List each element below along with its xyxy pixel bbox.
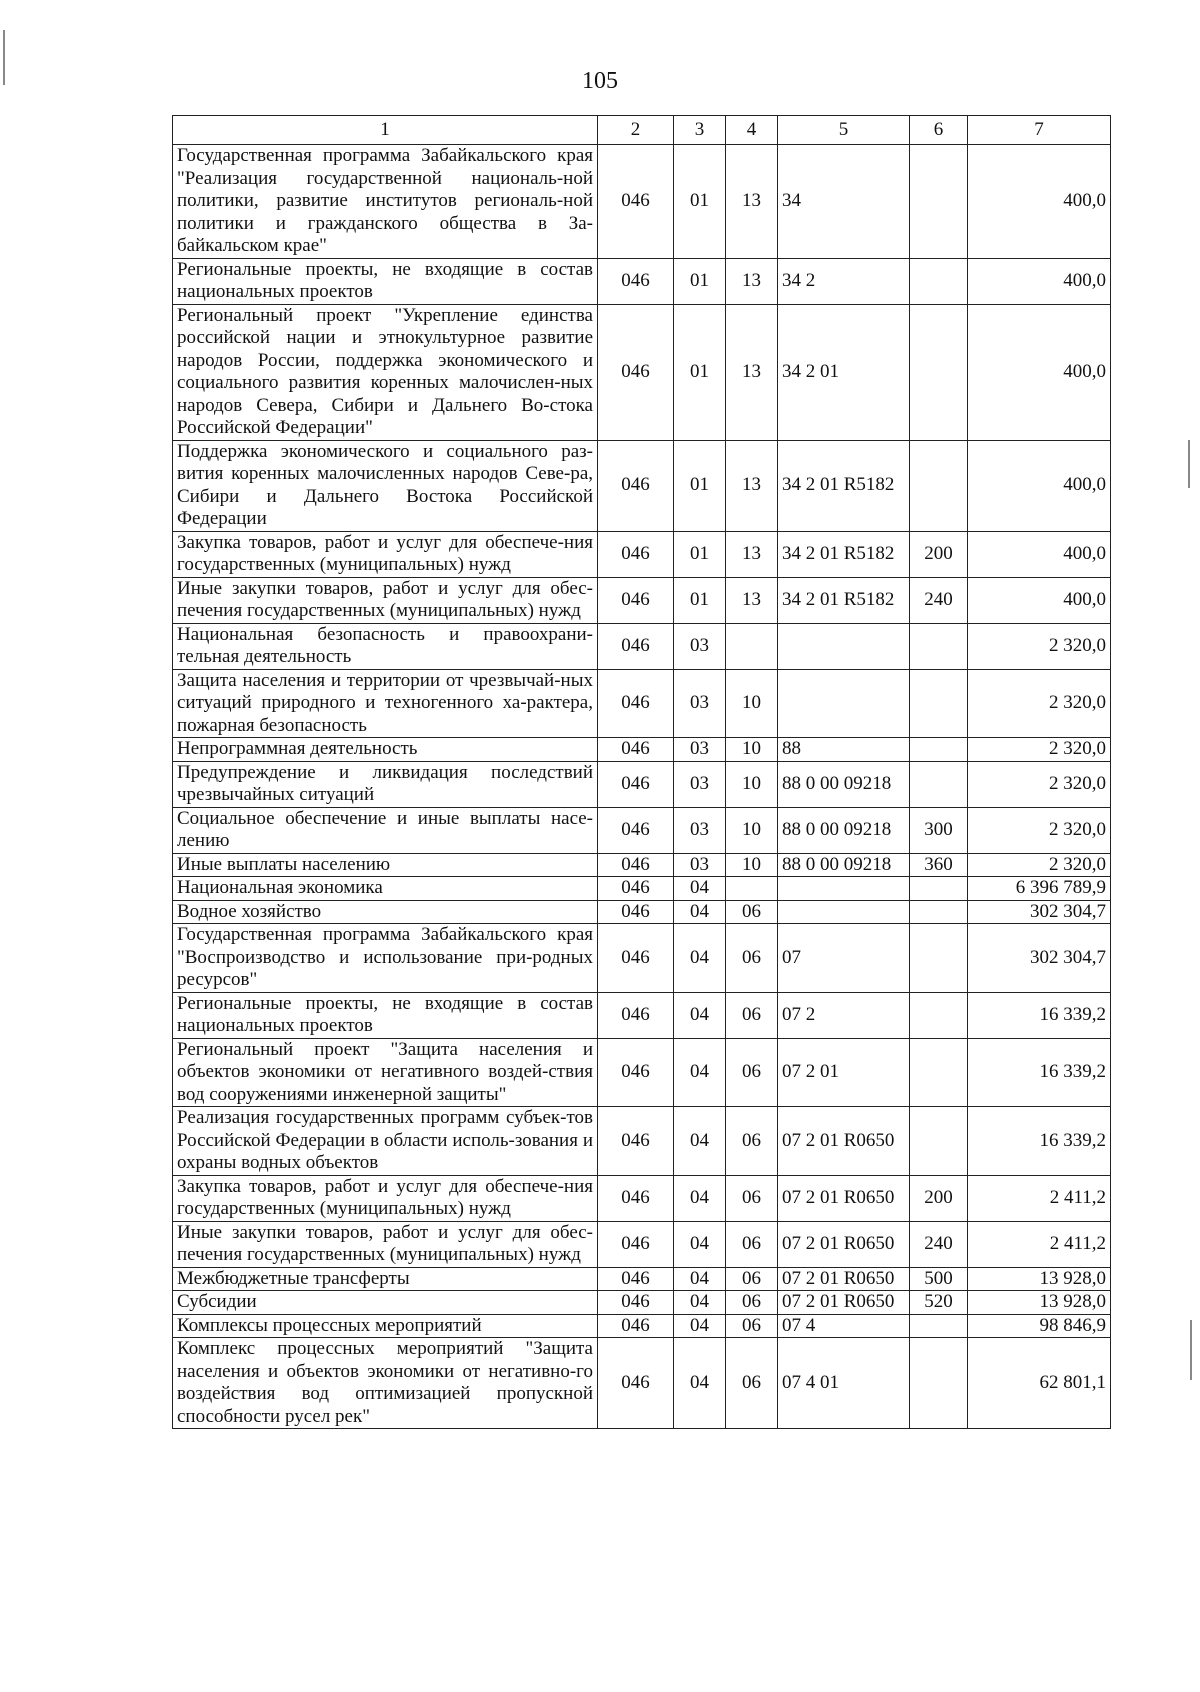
expense-type-cell xyxy=(910,440,968,531)
grbs-code-cell: 046 xyxy=(598,669,674,738)
target-article-cell xyxy=(778,623,910,669)
row-name-cell: Государственная программа Забайкальского края "Реализация государственной националь-ной политики, развитие институтов региональ-ной политики и гражданского общества в За-байкальском крае" xyxy=(173,145,598,259)
expense-type-cell xyxy=(910,304,968,440)
amount-cell: 13 928,0 xyxy=(968,1267,1111,1291)
section-code-cell: 04 xyxy=(674,992,726,1038)
expense-type-cell xyxy=(910,258,968,304)
grbs-code-cell: 046 xyxy=(598,577,674,623)
target-article-cell xyxy=(778,669,910,738)
scan-margin-mark xyxy=(1190,1320,1192,1380)
expense-type-cell xyxy=(910,761,968,807)
amount-cell: 2 320,0 xyxy=(968,669,1111,738)
column-header: 3 xyxy=(674,116,726,145)
target-article-cell: 07 2 01 R0650 xyxy=(778,1291,910,1315)
row-name-cell: Закупка товаров, работ и услуг для обеспече-ния государственных (муниципальных) нужд xyxy=(173,531,598,577)
table-row xyxy=(173,531,1111,577)
target-article-cell: 07 2 01 xyxy=(778,1038,910,1107)
grbs-code-cell: 046 xyxy=(598,807,674,853)
grbs-code-cell: 046 xyxy=(598,258,674,304)
expense-type-cell: 520 xyxy=(910,1291,968,1315)
target-article-cell: 07 2 01 R0650 xyxy=(778,1107,910,1176)
target-article-cell: 07 4 01 xyxy=(778,1338,910,1429)
expense-type-cell xyxy=(910,669,968,738)
row-name-cell: Субсидии xyxy=(173,1291,598,1315)
table-row xyxy=(173,1175,1111,1221)
grbs-code-cell: 046 xyxy=(598,1107,674,1176)
table-row xyxy=(173,258,1111,304)
row-name-cell: Реализация государственных программ субъек-тов Российской Федерации в области исполь-зования и охраны водных объектов xyxy=(173,1107,598,1176)
table-row xyxy=(173,738,1111,762)
grbs-code-cell: 046 xyxy=(598,304,674,440)
amount-cell: 98 846,9 xyxy=(968,1314,1111,1338)
row-name-cell: Комплекс процессных мероприятий "Защита населения и объектов экономики от негативно-го воздействия вод оптимизацией пропускной способности русел рек" xyxy=(173,1338,598,1429)
expense-type-cell: 200 xyxy=(910,531,968,577)
amount-cell: 16 339,2 xyxy=(968,992,1111,1038)
target-article-cell: 34 2 01 R5182 xyxy=(778,531,910,577)
section-code-cell: 04 xyxy=(674,1291,726,1315)
subsection-code-cell: 13 xyxy=(726,258,778,304)
amount-cell: 62 801,1 xyxy=(968,1338,1111,1429)
expense-type-cell xyxy=(910,924,968,993)
target-article-cell: 34 2 01 R5182 xyxy=(778,440,910,531)
row-name-cell: Предупреждение и ликвидация последствий чрезвычайных ситуаций xyxy=(173,761,598,807)
section-code-cell: 04 xyxy=(674,877,726,901)
amount-cell: 2 320,0 xyxy=(968,853,1111,877)
page-number: 105 xyxy=(582,68,618,94)
row-name-cell: Поддержка экономического и социального раз-вития коренных малочисленных народов Севе-ра, Сибири и Дальнего Востока Российской Федерации xyxy=(173,440,598,531)
table-header-row xyxy=(173,116,1111,145)
subsection-code-cell: 13 xyxy=(726,304,778,440)
row-name-cell: Государственная программа Забайкальского края "Воспроизводство и использование при-родных ресурсов" xyxy=(173,924,598,993)
row-name-cell: Региональные проекты, не входящие в состав национальных проектов xyxy=(173,258,598,304)
section-code-cell: 01 xyxy=(674,304,726,440)
row-name-cell: Региональный проект "Укрепление единства российской нации и этнокультурное развитие народов России, поддержка экономического и социального развития коренных малочислен-ных народов Севера, Сибири и Дальнего Во-стока Российской Федерации" xyxy=(173,304,598,440)
section-code-cell: 01 xyxy=(674,577,726,623)
column-header: 2 xyxy=(598,116,674,145)
amount-cell: 2 320,0 xyxy=(968,761,1111,807)
amount-cell: 302 304,7 xyxy=(968,924,1111,993)
table-row xyxy=(173,1291,1111,1315)
row-name-cell: Национальная экономика xyxy=(173,877,598,901)
column-header: 5 xyxy=(778,116,910,145)
section-code-cell: 04 xyxy=(674,1314,726,1338)
section-code-cell: 04 xyxy=(674,1175,726,1221)
subsection-code-cell xyxy=(726,877,778,901)
section-code-cell: 03 xyxy=(674,669,726,738)
section-code-cell: 04 xyxy=(674,1338,726,1429)
column-header: 1 xyxy=(173,116,598,145)
amount-cell: 400,0 xyxy=(968,531,1111,577)
section-code-cell: 03 xyxy=(674,623,726,669)
amount-cell: 2 320,0 xyxy=(968,623,1111,669)
table-row xyxy=(173,924,1111,993)
grbs-code-cell: 046 xyxy=(598,145,674,259)
target-article-cell: 07 2 01 R0650 xyxy=(778,1267,910,1291)
target-article-cell xyxy=(778,877,910,901)
grbs-code-cell: 046 xyxy=(598,1267,674,1291)
grbs-code-cell: 046 xyxy=(598,1291,674,1315)
expense-type-cell: 240 xyxy=(910,577,968,623)
grbs-code-cell: 046 xyxy=(598,1338,674,1429)
section-code-cell: 04 xyxy=(674,1221,726,1267)
section-code-cell: 01 xyxy=(674,531,726,577)
grbs-code-cell: 046 xyxy=(598,761,674,807)
expense-type-cell: 500 xyxy=(910,1267,968,1291)
row-name-cell: Межбюджетные трансферты xyxy=(173,1267,598,1291)
table-row xyxy=(173,853,1111,877)
target-article-cell: 88 0 00 09218 xyxy=(778,761,910,807)
grbs-code-cell: 046 xyxy=(598,924,674,993)
amount-cell: 2 320,0 xyxy=(968,738,1111,762)
amount-cell: 400,0 xyxy=(968,577,1111,623)
subsection-code-cell: 13 xyxy=(726,577,778,623)
scan-margin-mark xyxy=(1188,440,1190,488)
table-row xyxy=(173,304,1111,440)
expense-type-cell xyxy=(910,623,968,669)
subsection-code-cell: 06 xyxy=(726,1314,778,1338)
grbs-code-cell: 046 xyxy=(598,992,674,1038)
grbs-code-cell: 046 xyxy=(598,1221,674,1267)
row-name-cell: Социальное обеспечение и иные выплаты насе-лению xyxy=(173,807,598,853)
expense-type-cell xyxy=(910,877,968,901)
row-name-cell: Иные выплаты населению xyxy=(173,853,598,877)
subsection-code-cell: 06 xyxy=(726,924,778,993)
subsection-code-cell: 10 xyxy=(726,669,778,738)
amount-cell: 400,0 xyxy=(968,304,1111,440)
expense-type-cell xyxy=(910,1314,968,1338)
row-name-cell: Комплексы процессных мероприятий xyxy=(173,1314,598,1338)
amount-cell: 16 339,2 xyxy=(968,1038,1111,1107)
subsection-code-cell: 06 xyxy=(726,1267,778,1291)
table-row xyxy=(173,1221,1111,1267)
column-header: 4 xyxy=(726,116,778,145)
expense-type-cell: 200 xyxy=(910,1175,968,1221)
table-row xyxy=(173,761,1111,807)
section-code-cell: 03 xyxy=(674,853,726,877)
row-name-cell: Иные закупки товаров, работ и услуг для обес-печения государственных (муниципальных) нужд xyxy=(173,577,598,623)
grbs-code-cell: 046 xyxy=(598,1038,674,1107)
target-article-cell xyxy=(778,900,910,924)
target-article-cell: 34 2 xyxy=(778,258,910,304)
target-article-cell: 07 2 01 R0650 xyxy=(778,1221,910,1267)
expense-type-cell xyxy=(910,992,968,1038)
grbs-code-cell: 046 xyxy=(598,900,674,924)
column-header: 6 xyxy=(910,116,968,145)
section-code-cell: 01 xyxy=(674,258,726,304)
grbs-code-cell: 046 xyxy=(598,877,674,901)
target-article-cell: 34 2 01 xyxy=(778,304,910,440)
table-row xyxy=(173,807,1111,853)
target-article-cell: 34 xyxy=(778,145,910,259)
column-header: 7 xyxy=(968,116,1111,145)
target-article-cell: 07 xyxy=(778,924,910,993)
amount-cell: 2 320,0 xyxy=(968,807,1111,853)
table-row xyxy=(173,1338,1111,1429)
amount-cell: 13 928,0 xyxy=(968,1291,1111,1315)
target-article-cell: 88 xyxy=(778,738,910,762)
section-code-cell: 03 xyxy=(674,807,726,853)
subsection-code-cell: 06 xyxy=(726,1175,778,1221)
target-article-cell: 07 4 xyxy=(778,1314,910,1338)
section-code-cell: 04 xyxy=(674,900,726,924)
row-name-cell: Непрограммная деятельность xyxy=(173,738,598,762)
row-name-cell: Защита населения и территории от чрезвычай-ных ситуаций природного и техногенного ха-рактера, пожарная безопасность xyxy=(173,669,598,738)
table-row xyxy=(173,877,1111,901)
section-code-cell: 04 xyxy=(674,1267,726,1291)
expense-type-cell xyxy=(910,738,968,762)
expense-type-cell xyxy=(910,1038,968,1107)
subsection-code-cell: 06 xyxy=(726,1221,778,1267)
table-row xyxy=(173,669,1111,738)
section-code-cell: 04 xyxy=(674,1107,726,1176)
section-code-cell: 01 xyxy=(674,440,726,531)
expense-type-cell xyxy=(910,900,968,924)
expense-type-cell: 300 xyxy=(910,807,968,853)
table-row xyxy=(173,440,1111,531)
subsection-code-cell: 10 xyxy=(726,738,778,762)
subsection-code-cell: 06 xyxy=(726,1291,778,1315)
section-code-cell: 03 xyxy=(674,738,726,762)
amount-cell: 2 411,2 xyxy=(968,1175,1111,1221)
row-name-cell: Иные закупки товаров, работ и услуг для обес-печения государственных (муниципальных) нужд xyxy=(173,1221,598,1267)
row-name-cell: Водное хозяйство xyxy=(173,900,598,924)
section-code-cell: 01 xyxy=(674,145,726,259)
amount-cell: 400,0 xyxy=(968,258,1111,304)
row-name-cell: Национальная безопасность и правоохрани-тельная деятельность xyxy=(173,623,598,669)
amount-cell: 400,0 xyxy=(968,145,1111,259)
budget-table xyxy=(172,115,1111,1429)
subsection-code-cell xyxy=(726,623,778,669)
grbs-code-cell: 046 xyxy=(598,853,674,877)
row-name-cell: Региональный проект "Защита населения и объектов экономики от негативного воздей-ствия вод сооружениями инженерной защиты" xyxy=(173,1038,598,1107)
target-article-cell: 88 0 00 09218 xyxy=(778,807,910,853)
table-row xyxy=(173,623,1111,669)
subsection-code-cell: 06 xyxy=(726,900,778,924)
expense-type-cell: 240 xyxy=(910,1221,968,1267)
grbs-code-cell: 046 xyxy=(598,1314,674,1338)
grbs-code-cell: 046 xyxy=(598,531,674,577)
table-row xyxy=(173,1267,1111,1291)
grbs-code-cell: 046 xyxy=(598,1175,674,1221)
row-name-cell: Региональные проекты, не входящие в состав национальных проектов xyxy=(173,992,598,1038)
expense-type-cell xyxy=(910,145,968,259)
grbs-code-cell: 046 xyxy=(598,738,674,762)
section-code-cell: 04 xyxy=(674,924,726,993)
grbs-code-cell: 046 xyxy=(598,623,674,669)
subsection-code-cell: 10 xyxy=(726,853,778,877)
subsection-code-cell: 06 xyxy=(726,1107,778,1176)
expense-type-cell: 360 xyxy=(910,853,968,877)
table-row xyxy=(173,577,1111,623)
row-name-cell: Закупка товаров, работ и услуг для обеспече-ния государственных (муниципальных) нужд xyxy=(173,1175,598,1221)
scan-margin-mark xyxy=(3,30,5,85)
expense-type-cell xyxy=(910,1107,968,1176)
expense-type-cell xyxy=(910,1338,968,1429)
table-row xyxy=(173,992,1111,1038)
amount-cell: 302 304,7 xyxy=(968,900,1111,924)
subsection-code-cell: 13 xyxy=(726,145,778,259)
grbs-code-cell: 046 xyxy=(598,440,674,531)
table-row xyxy=(173,900,1111,924)
subsection-code-cell: 13 xyxy=(726,440,778,531)
subsection-code-cell: 13 xyxy=(726,531,778,577)
section-code-cell: 03 xyxy=(674,761,726,807)
amount-cell: 400,0 xyxy=(968,440,1111,531)
table-row xyxy=(173,1038,1111,1107)
subsection-code-cell: 06 xyxy=(726,1038,778,1107)
amount-cell: 16 339,2 xyxy=(968,1107,1111,1176)
section-code-cell: 04 xyxy=(674,1038,726,1107)
table-row xyxy=(173,145,1111,259)
subsection-code-cell: 10 xyxy=(726,761,778,807)
target-article-cell: 07 2 xyxy=(778,992,910,1038)
subsection-code-cell: 06 xyxy=(726,1338,778,1429)
table-row xyxy=(173,1107,1111,1176)
amount-cell: 2 411,2 xyxy=(968,1221,1111,1267)
subsection-code-cell: 06 xyxy=(726,992,778,1038)
subsection-code-cell: 10 xyxy=(726,807,778,853)
table-row xyxy=(173,1314,1111,1338)
target-article-cell: 88 0 00 09218 xyxy=(778,853,910,877)
target-article-cell: 07 2 01 R0650 xyxy=(778,1175,910,1221)
amount-cell: 6 396 789,9 xyxy=(968,877,1111,901)
target-article-cell: 34 2 01 R5182 xyxy=(778,577,910,623)
